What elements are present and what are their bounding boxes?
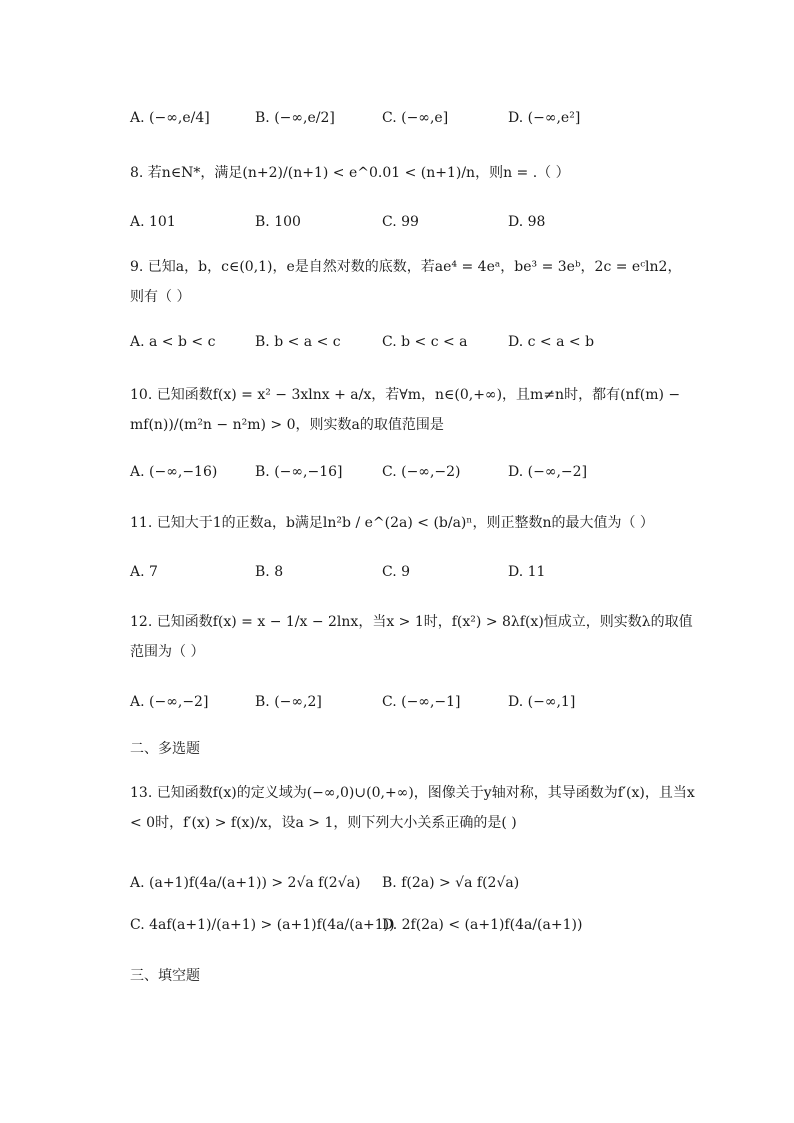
q13-option-a: A. (a+1)f(4a/(a+1)) > 2√a f(2√a): [130, 875, 361, 891]
q10-stem: 10. 已知函数f(x) = x² − 3xlnx + a/x，若∀m，n∈(0,+∞)，且m≠n时，都有(nf(m) − mf(n))/(m²n − n²m) > 0，则实数a的取值范围是: [130, 387, 681, 433]
q13-option-c: C. 4af(a+1)/(a+1) > (a+1)f(4a/(a+1)): [130, 917, 395, 933]
q9-option-a: A. a < b < c: [130, 334, 216, 350]
q11-stem: 11. 已知大于1的正数a，b满足ln²b / e^(2a) < (b/a)ⁿ，则正整数n的最大值为（ ）: [130, 515, 654, 531]
q9-option-d: D. c < a < b: [508, 334, 595, 350]
q7-option-c: C. (−∞,e]: [382, 110, 449, 126]
section-heading-multi-choice: 二、多选题: [130, 741, 200, 757]
q8-option-b: B. 100: [255, 214, 301, 230]
q9-stem: 9. 已知a，b，c∈(0,1)，e是自然对数的底数，若ae⁴ = 4eᵃ，be³ = 3eᵇ，2c = eᶜln2，则有（ ）: [130, 259, 682, 305]
q8-option-a: A. 101: [130, 214, 176, 230]
q10-option-b: B. (−∞,−16]: [255, 464, 343, 480]
q7-option-d: D. (−∞,e²]: [508, 110, 581, 126]
q10-option-c: C. (−∞,−2): [382, 464, 461, 480]
q11-option-b: B. 8: [255, 564, 284, 580]
q11-option-c: C. 9: [382, 564, 411, 580]
q12-option-b: B. (−∞,2]: [255, 694, 322, 710]
q12-option-d: D. (−∞,1]: [508, 694, 576, 710]
q12-option-a: A. (−∞,−2]: [130, 694, 209, 710]
q11-option-a: A. 7: [130, 564, 158, 580]
q13-option-b: B. f(2a) > √a f(2√a): [382, 875, 520, 891]
q7-option-a: A. (−∞,e/4]: [130, 110, 210, 126]
q13-option-d: D. 2f(2a) < (a+1)f(4a/(a+1)): [382, 917, 583, 933]
q10-option-a: A. (−∞,−16): [130, 464, 218, 480]
q13-stem: 13. 已知函数f(x)的定义域为(−∞,0)∪(0,+∞)，图像关于y轴对称，其导函数为f′(x)，且当x < 0时，f′(x) > f(x)/x，设a > 1，则下列大小关系正确的是( ): [130, 785, 695, 831]
q8-stem: 8. 若n∈N*，满足(n+2)/(n+1) < e^0.01 < (n+1)/n，则n = .（ ）: [130, 165, 570, 181]
q9-option-b: B. b < a < c: [255, 334, 341, 350]
q12-stem: 12. 已知函数f(x) = x − 1/x − 2lnx，当x > 1时，f(x²) > 8λf(x)恒成立，则实数λ的取值范围为（ ）: [130, 614, 693, 660]
q11-option-d: D. 11: [508, 564, 546, 580]
q10-option-d: D. (−∞,−2]: [508, 464, 588, 480]
section-heading-fill-in: 三、填空题: [130, 968, 200, 984]
q9-option-c: C. b < c < a: [382, 334, 468, 350]
q8-option-d: D. 98: [508, 214, 546, 230]
q8-option-c: C. 99: [382, 214, 419, 230]
q12-option-c: C. (−∞,−1]: [382, 694, 461, 710]
q7-option-b: B. (−∞,e/2]: [255, 110, 335, 126]
